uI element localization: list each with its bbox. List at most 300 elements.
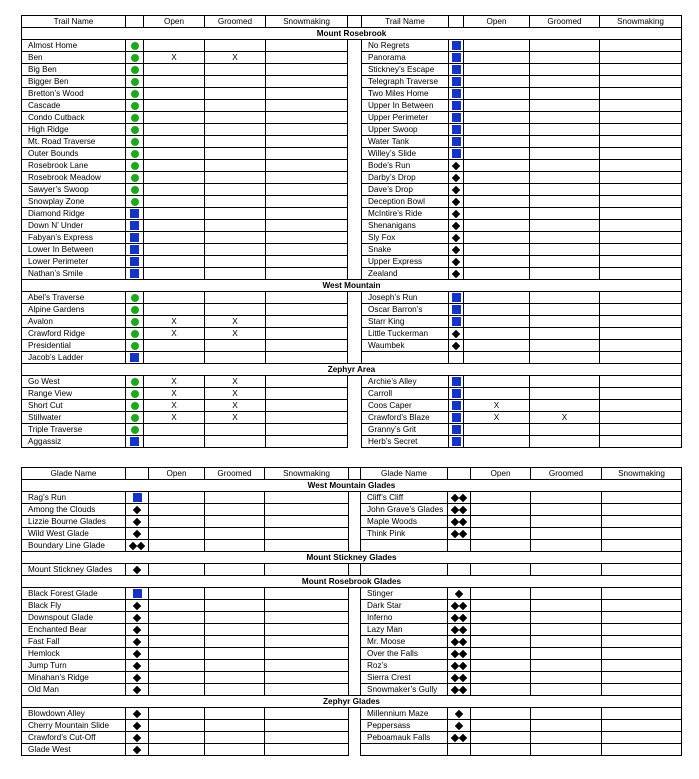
groomed-cell (205, 148, 266, 160)
groomed-cell (530, 220, 600, 232)
trail-name: Deception Bowl (362, 196, 449, 208)
groomed-cell (530, 292, 600, 304)
groomed-cell (530, 196, 600, 208)
difficulty-cell (449, 88, 464, 100)
trail-name: Fabyan’s Express (22, 232, 126, 244)
green-circle-icon (131, 78, 139, 86)
snowmaking-cell (600, 64, 682, 76)
table-row (22, 376, 682, 388)
green-circle-icon (131, 378, 139, 386)
trail-name: Aggassiz (22, 436, 126, 448)
trail-name: Presidential (22, 340, 126, 352)
trail-name: Rosebrook Meadow (22, 172, 126, 184)
table-row (22, 124, 682, 136)
table-row (22, 732, 682, 744)
blue-square-icon (452, 437, 461, 446)
open-cell (144, 64, 205, 76)
groomed-cell (531, 504, 602, 516)
open-cell (144, 304, 205, 316)
column-gap (349, 612, 361, 624)
snowmaking-cell (265, 648, 349, 660)
trail-name: Oscar Barron’s (362, 304, 449, 316)
blue-square-icon (452, 77, 461, 86)
difficulty-cell (126, 492, 149, 504)
groomed-cell (205, 196, 266, 208)
groomed-cell (530, 172, 600, 184)
difficulty-cell (126, 184, 144, 196)
open-cell (149, 636, 205, 648)
trail-name: Outer Bounds (22, 148, 126, 160)
trail-name: Lower In Between (22, 244, 126, 256)
open-cell (149, 720, 205, 732)
table-row (22, 328, 682, 340)
snowmaking-cell (602, 672, 682, 684)
difficulty-cell (449, 100, 464, 112)
table-row (22, 400, 682, 412)
groomed-cell (530, 88, 600, 100)
groomed-cell: X (205, 376, 266, 388)
difficulty-cell (449, 124, 464, 136)
groomed-cell (531, 516, 602, 528)
trail-name: Telegraph Traverse (362, 76, 449, 88)
difficulty-cell (448, 744, 471, 756)
blue-square-icon (452, 377, 461, 386)
trail-name: Little Tuckerman (362, 328, 449, 340)
groomed-cell (531, 612, 602, 624)
snowmaking-cell (265, 636, 349, 648)
open-cell (464, 172, 530, 184)
trail-name: Range View (22, 388, 126, 400)
groomed-cell (205, 124, 266, 136)
glade-table-header (22, 468, 682, 480)
groomed-cell (530, 328, 600, 340)
black-diamond-icon (133, 529, 141, 538)
groomed-cell (531, 732, 602, 744)
column-gap (348, 268, 362, 280)
groomed-cell (205, 244, 266, 256)
trail-name: Ben (22, 52, 126, 64)
blue-square-icon (130, 233, 139, 242)
green-circle-icon (131, 90, 139, 98)
blue-square-icon (130, 257, 139, 266)
column-gap (349, 600, 361, 612)
column-gap (349, 636, 361, 648)
snowmaking-cell (600, 436, 682, 448)
table-row (22, 292, 682, 304)
groomed-cell (530, 160, 600, 172)
blue-square-icon (452, 125, 461, 134)
difficulty-cell (126, 292, 144, 304)
groomed-cell (530, 136, 600, 148)
column-gap (348, 256, 362, 268)
difficulty-cell (126, 516, 149, 528)
snowmaking-cell (265, 612, 349, 624)
groomed-cell (531, 600, 602, 612)
green-circle-icon (131, 126, 139, 134)
open-cell: X (464, 400, 530, 412)
black-diamond-icon (452, 257, 460, 266)
snowmaking-cell (266, 100, 348, 112)
snowmaking-cell (600, 376, 682, 388)
groomed-cell (530, 244, 600, 256)
snowmaking-cell (265, 516, 349, 528)
open-cell (471, 612, 531, 624)
snowmaking-cell (265, 684, 349, 696)
column-gap (348, 208, 362, 220)
trail-table-header (22, 16, 682, 28)
difficulty-cell (126, 436, 144, 448)
trail-name: Stickney’s Escape (362, 64, 449, 76)
table-row (22, 540, 682, 552)
black-diamond-icon (452, 221, 460, 230)
section-header (22, 364, 682, 376)
trail-name: Panorama (362, 52, 449, 64)
black-diamond-icon (455, 709, 463, 718)
snowmaking-cell (265, 660, 349, 672)
groomed-cell (205, 424, 266, 436)
difficulty-cell (448, 528, 471, 540)
snowmaking-cell (266, 76, 348, 88)
green-circle-icon (131, 66, 139, 74)
open-cell (144, 184, 205, 196)
double-black-diamond-icon (129, 541, 145, 550)
trail-name: Crawford’s Cut-Off (22, 732, 126, 744)
groomed-cell (530, 316, 600, 328)
difficulty-cell (449, 76, 464, 88)
green-circle-icon (131, 54, 139, 62)
snowmaking-cell (266, 352, 348, 364)
trail-name: Sawyer’s Swoop (22, 184, 126, 196)
blue-square-icon (130, 221, 139, 230)
groomed-cell: X (530, 412, 600, 424)
groomed-cell (205, 564, 265, 576)
snowmaking-cell (600, 340, 682, 352)
snowmaking-cell (266, 244, 348, 256)
difficulty-cell (126, 744, 149, 756)
open-cell (471, 636, 531, 648)
difficulty-cell (126, 388, 144, 400)
header-open: Open (144, 16, 205, 28)
groomed-cell (205, 612, 265, 624)
difficulty-cell (448, 684, 471, 696)
glade-status-table (21, 467, 682, 756)
groomed-cell: X (205, 52, 266, 64)
open-cell: X (144, 388, 205, 400)
snowmaking-cell (602, 564, 682, 576)
snowmaking-cell (266, 388, 348, 400)
black-diamond-icon (452, 161, 460, 170)
trail-name: Carroll (362, 388, 449, 400)
groomed-cell (205, 268, 266, 280)
snowmaking-cell (265, 588, 349, 600)
black-diamond-icon (455, 721, 463, 730)
trail-name (361, 744, 448, 756)
column-gap (348, 400, 362, 412)
snowmaking-cell (602, 684, 682, 696)
blue-square-icon (452, 89, 461, 98)
difficulty-cell (449, 316, 464, 328)
snowmaking-cell (600, 196, 682, 208)
trail-name: Maple Woods (361, 516, 448, 528)
open-cell (464, 184, 530, 196)
snowmaking-cell (600, 328, 682, 340)
trail-name (362, 352, 449, 364)
difficulty-cell (449, 424, 464, 436)
snowmaking-cell (600, 136, 682, 148)
table-row (22, 256, 682, 268)
groomed-cell (205, 516, 265, 528)
open-cell (471, 588, 531, 600)
open-cell (464, 436, 530, 448)
difficulty-cell (126, 528, 149, 540)
open-cell (144, 232, 205, 244)
open-cell: X (144, 412, 205, 424)
column-gap (348, 124, 362, 136)
snowmaking-cell (600, 304, 682, 316)
snowmaking-cell (600, 172, 682, 184)
table-row (22, 600, 682, 612)
snowmaking-cell (602, 504, 682, 516)
open-cell (149, 708, 205, 720)
trail-name: Dave’s Drop (362, 184, 449, 196)
column-gap (348, 352, 362, 364)
table-row (22, 720, 682, 732)
groomed-cell (205, 648, 265, 660)
difficulty-cell (126, 160, 144, 172)
groomed-cell (530, 232, 600, 244)
blue-square-icon (452, 113, 461, 122)
table-row (22, 232, 682, 244)
trail-name: McIntire’s Ride (362, 208, 449, 220)
open-cell (464, 40, 530, 52)
table-row (22, 64, 682, 76)
snowmaking-cell (266, 424, 348, 436)
column-gap (349, 540, 361, 552)
trail-name: Willey’s Slide (362, 148, 449, 160)
column-gap (349, 720, 361, 732)
trail-name: Herb’s Secret (362, 436, 449, 448)
snowmaking-cell (266, 412, 348, 424)
open-cell (464, 208, 530, 220)
header-open: Open (471, 468, 531, 480)
table-row (22, 708, 682, 720)
column-gap (348, 304, 362, 316)
blue-square-icon (452, 413, 461, 422)
difficulty-cell (126, 304, 144, 316)
trail-name: Water Tank (362, 136, 449, 148)
snowmaking-cell (265, 528, 349, 540)
table-row (22, 672, 682, 684)
table-row (22, 76, 682, 88)
blue-square-icon (452, 101, 461, 110)
open-cell (464, 196, 530, 208)
table-row (22, 636, 682, 648)
snowmaking-cell (602, 540, 682, 552)
blue-square-icon (452, 401, 461, 410)
black-diamond-icon (133, 649, 141, 658)
black-diamond-icon (133, 745, 141, 754)
trail-name: Crawford Ridge (22, 328, 126, 340)
column-gap (348, 64, 362, 76)
difficulty-cell (449, 328, 464, 340)
header-snowmaking: Snowmaking (266, 16, 348, 28)
open-cell (471, 660, 531, 672)
snowmaking-cell (266, 232, 348, 244)
groomed-cell (205, 708, 265, 720)
groomed-cell (205, 672, 265, 684)
trail-name: Upper Express (362, 256, 449, 268)
blue-square-icon (452, 137, 461, 146)
difficulty-cell (126, 232, 144, 244)
groomed-cell (205, 492, 265, 504)
snowmaking-cell (600, 232, 682, 244)
green-circle-icon (131, 174, 139, 182)
groomed-cell (205, 588, 265, 600)
column-gap (348, 436, 362, 448)
open-cell (144, 76, 205, 88)
difficulty-cell (448, 540, 471, 552)
trail-name: Jump Turn (22, 660, 126, 672)
trail-name: Two Miles Home (362, 88, 449, 100)
trail-name: Triple Traverse (22, 424, 126, 436)
table-row (22, 88, 682, 100)
snowmaking-cell (266, 316, 348, 328)
snowmaking-cell (600, 244, 682, 256)
snowmaking-cell (266, 328, 348, 340)
groomed-cell (205, 40, 266, 52)
open-cell (149, 492, 205, 504)
trail-name: Glade West (22, 744, 126, 756)
difficulty-cell (448, 636, 471, 648)
difficulty-cell (449, 304, 464, 316)
groomed-cell (205, 88, 266, 100)
difficulty-cell (449, 388, 464, 400)
groomed-cell (531, 540, 602, 552)
green-circle-icon (131, 186, 139, 194)
groomed-cell (530, 268, 600, 280)
green-circle-icon (131, 318, 139, 326)
open-cell (149, 588, 205, 600)
header-trail-name: Trail Name (22, 16, 126, 28)
table-row (22, 268, 682, 280)
difficulty-cell (126, 316, 144, 328)
blue-square-icon (452, 317, 461, 326)
open-cell (464, 124, 530, 136)
trail-name: Boundary Line Glade (22, 540, 126, 552)
groomed-cell (205, 184, 266, 196)
table-row (22, 304, 682, 316)
trail-name: Zealand (362, 268, 449, 280)
trail-name (361, 564, 448, 576)
trail-name: Shenanigans (362, 220, 449, 232)
trail-name: Short Cut (22, 400, 126, 412)
groomed-cell (205, 100, 266, 112)
difficulty-cell (126, 244, 144, 256)
difficulty-cell (126, 412, 144, 424)
difficulty-cell (126, 588, 149, 600)
snowmaking-cell (266, 256, 348, 268)
header-glade-name: Glade Name (22, 468, 126, 480)
difficulty-cell (126, 624, 149, 636)
snowmaking-cell (602, 708, 682, 720)
table-row (22, 244, 682, 256)
snowmaking-cell (265, 744, 349, 756)
snowmaking-cell (600, 292, 682, 304)
trail-name: Diamond Ridge (22, 208, 126, 220)
difficulty-cell (448, 624, 471, 636)
groomed-cell (205, 436, 266, 448)
black-diamond-icon (133, 637, 141, 646)
snowmaking-cell (265, 624, 349, 636)
difficulty-cell (126, 424, 144, 436)
table-row (22, 52, 682, 64)
trail-name: Stinger (361, 588, 448, 600)
open-cell (464, 340, 530, 352)
snowmaking-cell (266, 220, 348, 232)
snowmaking-cell (602, 492, 682, 504)
open-cell: X (144, 400, 205, 412)
open-cell (464, 388, 530, 400)
table-row (22, 160, 682, 172)
trail-name: Over the Falls (361, 648, 448, 660)
open-cell (144, 196, 205, 208)
snowmaking-cell (600, 160, 682, 172)
blue-square-icon (133, 589, 142, 598)
groomed-cell (530, 208, 600, 220)
groomed-cell (531, 744, 602, 756)
groomed-cell (531, 588, 602, 600)
section-header (22, 480, 682, 492)
header-open: Open (149, 468, 205, 480)
open-cell (149, 624, 205, 636)
blue-square-icon (452, 305, 461, 314)
open-cell (149, 684, 205, 696)
open-cell (464, 352, 530, 364)
trail-name: Fast Fall (22, 636, 126, 648)
snowmaking-cell (600, 208, 682, 220)
difficulty-cell (449, 148, 464, 160)
trail-name: Rosebrook Lane (22, 160, 126, 172)
trail-name: Lazy Man (361, 624, 448, 636)
trail-name: Almost Home (22, 40, 126, 52)
open-cell (144, 148, 205, 160)
groomed-cell (530, 436, 600, 448)
groomed-cell (530, 40, 600, 52)
snowmaking-cell (600, 52, 682, 64)
black-diamond-icon (452, 185, 460, 194)
trail-name: Among the Clouds (22, 504, 126, 516)
groomed-cell (205, 208, 266, 220)
trail-name: Snake (362, 244, 449, 256)
double-black-diamond-icon (451, 649, 467, 658)
open-cell (471, 600, 531, 612)
snowmaking-cell (600, 76, 682, 88)
snowmaking-cell (602, 648, 682, 660)
difficulty-cell (126, 256, 144, 268)
green-circle-icon (131, 402, 139, 410)
open-cell (149, 564, 205, 576)
column-gap (349, 564, 361, 576)
section-title: Mount Rosebrook Glades (22, 576, 682, 588)
difficulty-cell (448, 660, 471, 672)
column-gap (349, 468, 361, 480)
difficulty-cell (126, 352, 144, 364)
trail-name: Archie’s Alley (362, 376, 449, 388)
snowmaking-cell (265, 492, 349, 504)
trail-name: Mount Stickney Glades (22, 564, 126, 576)
groomed-cell (531, 636, 602, 648)
column-gap (348, 136, 362, 148)
